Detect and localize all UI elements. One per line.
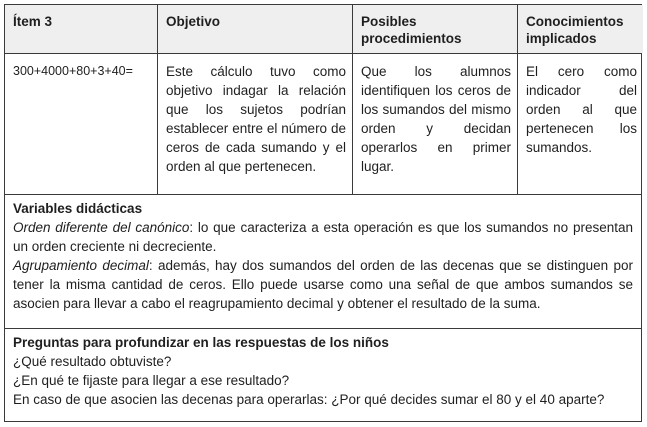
table-header-row [5, 5, 641, 54]
questions-section [5, 329, 641, 423]
variable-order-text: : lo que caracteriza a esta operación es que los sumandos no presentan un orden creciente ni decreciente. [13, 220, 633, 254]
question-2: ¿En qué te fijaste para llegar a ese resultado? [13, 373, 290, 388]
question-1: ¿Qué resultado obtuviste? [13, 354, 172, 369]
variables-section [5, 195, 641, 329]
variable-grouping-label: Agrupamiento decimal [13, 258, 149, 273]
cell-item: 300+4000+80+3+40= [5, 54, 158, 194]
cell-objective: Este cálculo tuvo como objetivo indagar la relación que los sujetos podrían establecer entre el número de ceros de cada sumando y el orden al que pertenecen. [158, 54, 353, 194]
questions-title: Preguntas para profundizar en las respuestas de los niños [13, 335, 389, 350]
header-objective: Objetivo [158, 5, 353, 53]
variable-order [13, 218, 633, 256]
variable-grouping-text: : además, hay dos sumandos del orden de las decenas que se distinguen por tener la misma cantidad de ceros. Ello puede usarse como una señal de que ambos sumandos se asocien para llevar a cabo el reagrupamiento decimal y obtener el resultado de la suma. [13, 258, 633, 311]
variables-title: Variables didácticas [13, 201, 143, 216]
header-procedures: Posibles procedimientos [353, 5, 518, 53]
item-table [4, 4, 642, 422]
cell-procedures: Que los alumnos identifiquen los ceros de los sumandos del mismo orden y decidan operarlos en primer lugar. [353, 54, 518, 194]
variable-grouping [13, 256, 633, 313]
cell-knowledge: El cero como indicador del orden al que pertenecen los sumandos. [526, 64, 637, 155]
variable-order-label: Orden diferente del canónico [13, 220, 190, 235]
header-knowledge: Conocimientos implicados [518, 5, 643, 53]
question-3: En caso de que asocien las decenas para operarlas: ¿Por qué decides sumar el 80 y el 40 aparte? [13, 392, 605, 407]
table-row [5, 54, 641, 195]
header-item: Ítem 3 [5, 5, 158, 53]
